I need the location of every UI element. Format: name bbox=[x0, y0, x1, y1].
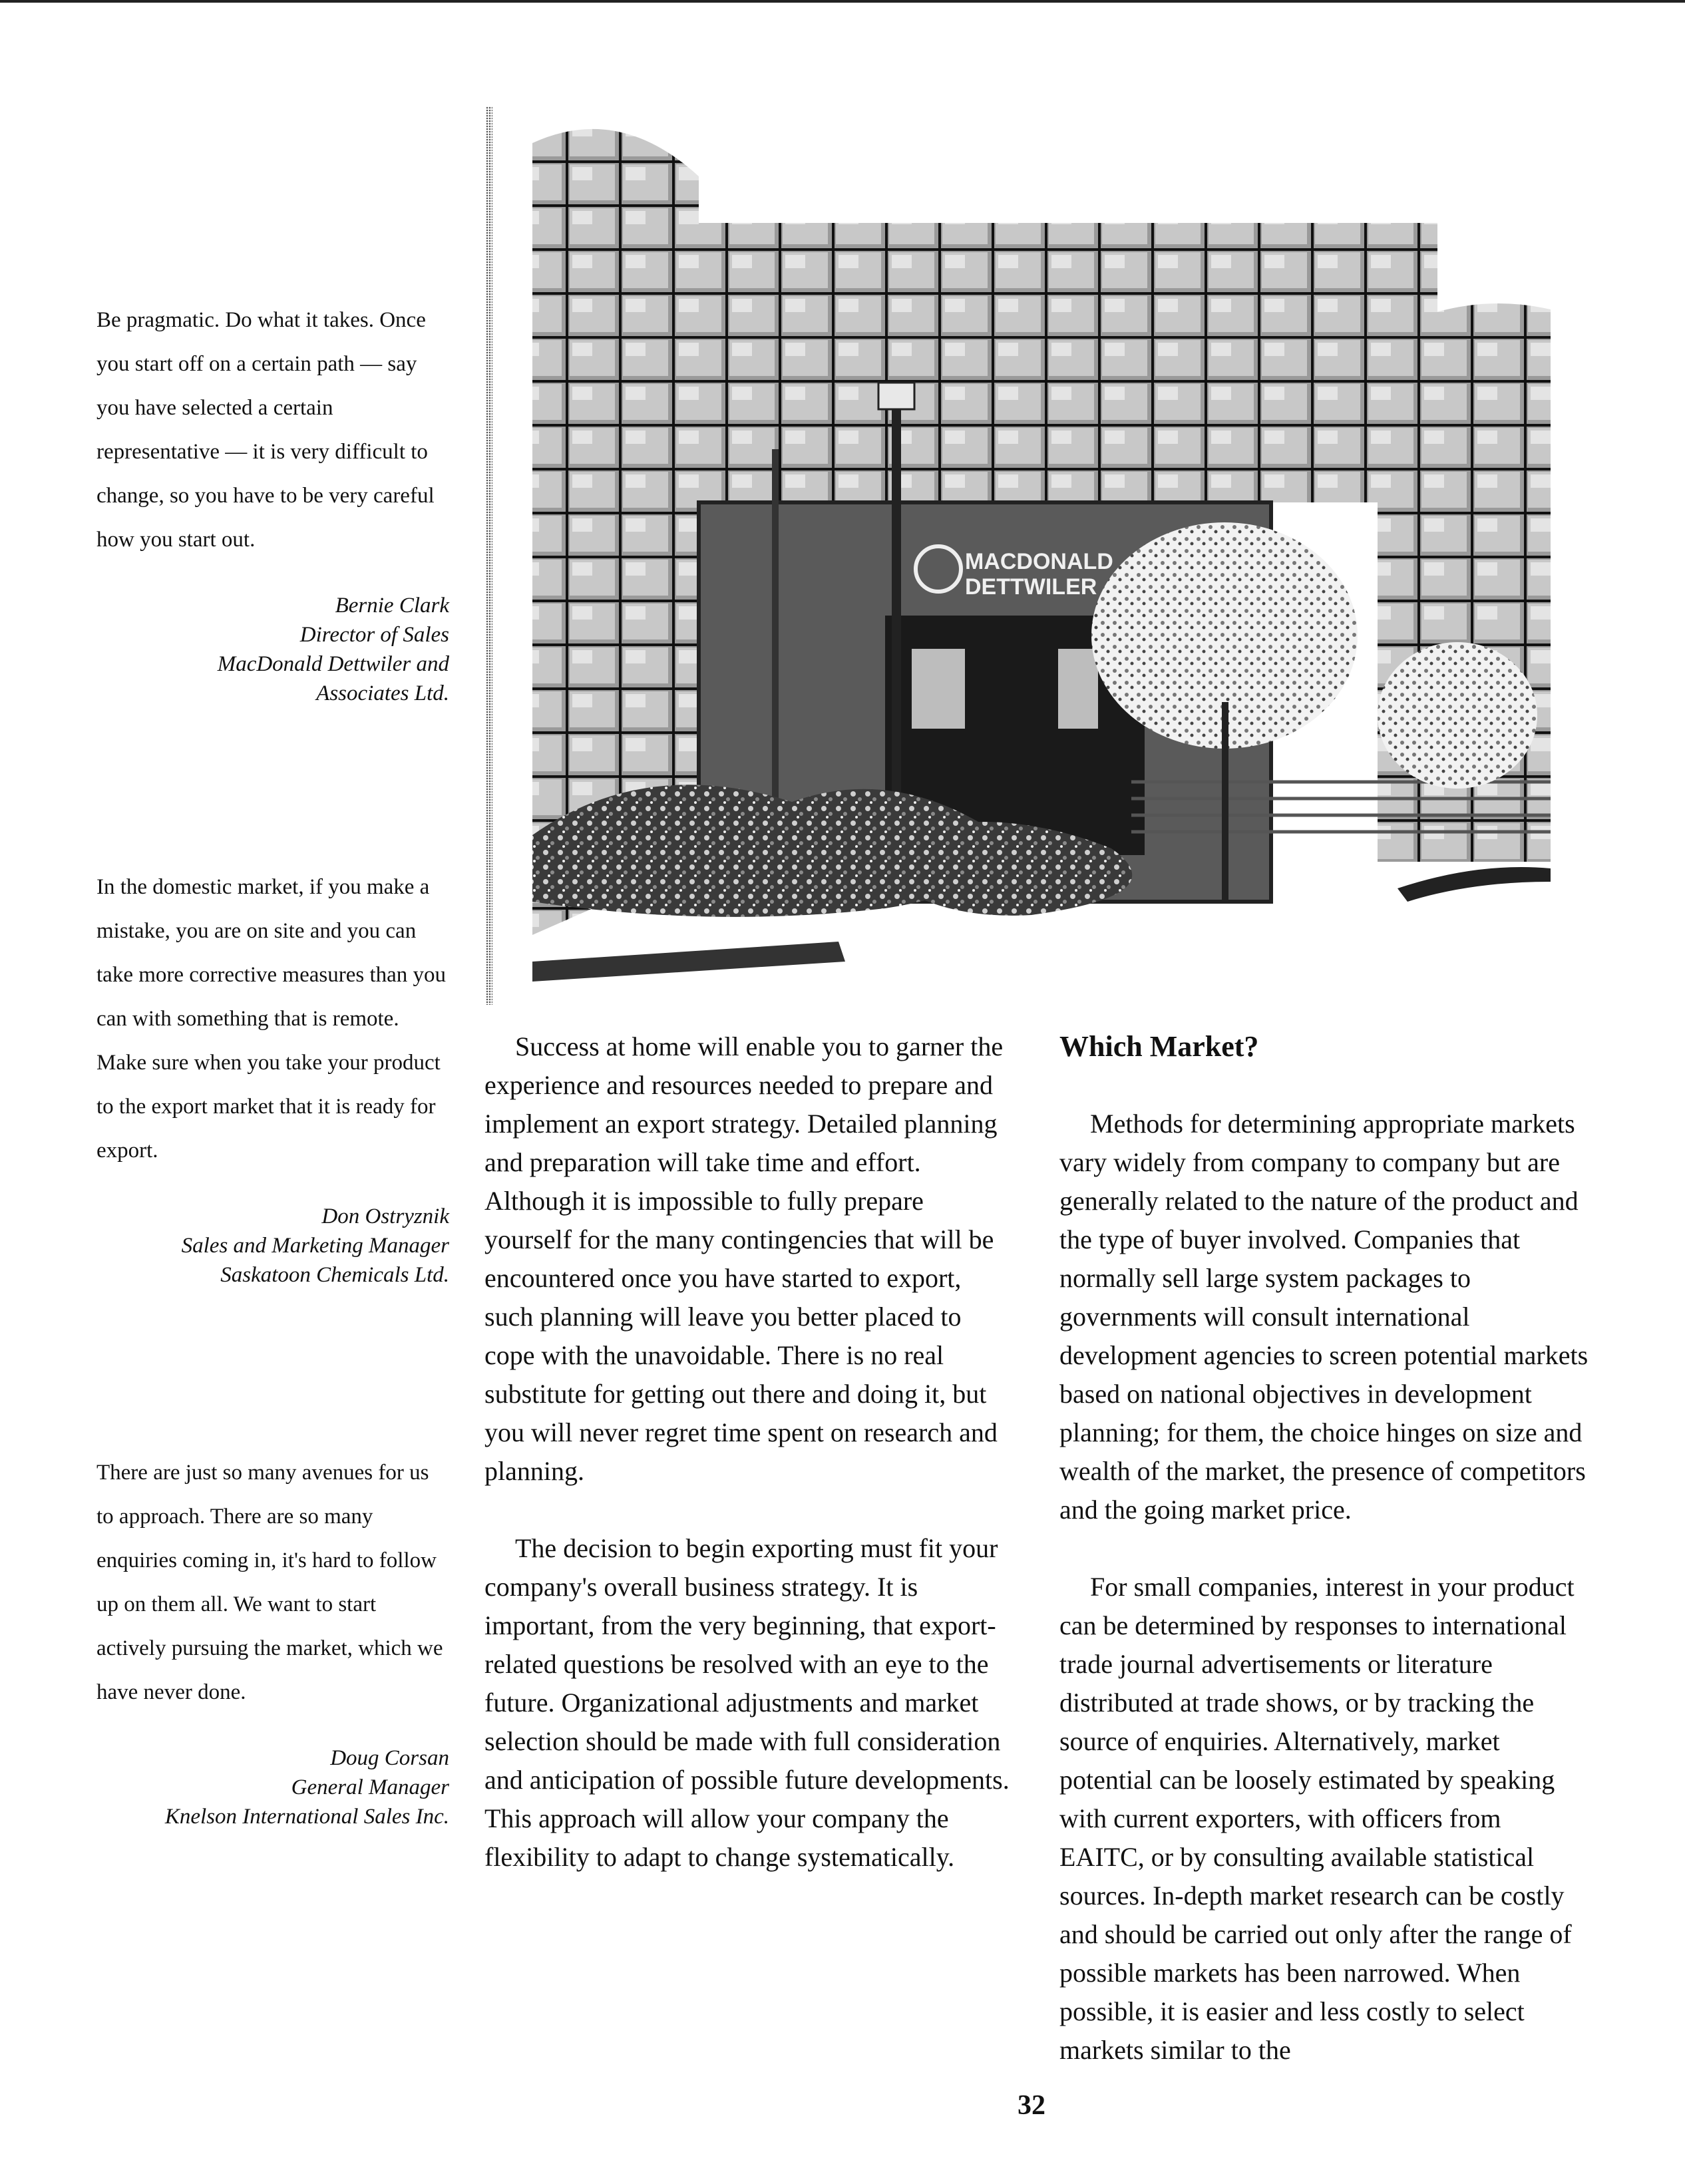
quote-author: Doug Corsan bbox=[330, 1746, 449, 1770]
quote-author: Don Ostryznik bbox=[321, 1204, 449, 1228]
quote-author-title: Sales and Marketing Manager bbox=[181, 1234, 449, 1258]
section-heading: Which Market? bbox=[1059, 1030, 1259, 1063]
quote-company-line2: Associates Ltd. bbox=[316, 681, 449, 705]
quote-attribution bbox=[96, 1202, 449, 1290]
quote-text: Be pragmatic. Do what it takes. Once you start off on a certain path — say you have selected a certain representative — it is very difficult to change, so you have to be very careful how you start out. bbox=[96, 308, 435, 552]
body-paragraph: Methods for determining appropriate markets vary widely from company to company but are generally related to the nature of the product and the type of buyer involved. Companies that normally sell large system packages to governments will consult international development agencies to screen potential markets based on national objectives in development planning; for them, the choice hinges on size and wealth of the market, the presence of competitors and the going market price. bbox=[1059, 1109, 1589, 1525]
page-number: 32 bbox=[1018, 2090, 1045, 2121]
body-column-right bbox=[1059, 1027, 1592, 2108]
body-paragraph: Success at home will enable you to garner the experience and resources needed to prepare and implement an export strategy. Detailed planning and preparation will take time and effort. Although it is impossible to fully prepare yourself for the many contingencies that will be encountered once you have started to export, such planning will leave you better placed to cope with the unavoidable. There is no real substitute for getting out there and doing it, but you will never regret time spent on research and planning. bbox=[484, 1031, 1004, 1486]
body-paragraph: The decision to begin exporting must fit your company's overall business strategy. It is important, from the very beginning, that export-related questions be resolved with an eye to the future. Organizational adjustments and market selection should be made with full consideration and anticipation of possible future developments. This approach will allow your company the flexibility to adapt to change systematically. bbox=[484, 1533, 1010, 1872]
quote-company: Saskatoon Chemicals Ltd. bbox=[220, 1263, 449, 1287]
dotted-rule bbox=[486, 106, 492, 1005]
quote-attribution bbox=[96, 591, 449, 708]
body-paragraph: For small companies, interest in your product can be determined by responses to international trade journal advertisements or literature distributed at trade shows, or by tracking the source of enquiries. Alternatively, market potential can be loosely estimated by speaking with current exporters, with officers from EAITC, or by consulting available statistical sources. In-depth market research can be costly and should be carried out only after the range of possible markets has been narrowed. When possible, it is easier and less costly to select markets similar to the bbox=[1059, 1572, 1575, 2065]
photo-block bbox=[486, 106, 1567, 1005]
quote-company: Knelson International Sales Inc. bbox=[164, 1805, 449, 1829]
building-photo bbox=[512, 116, 1557, 995]
quote-author-title: Director of Sales bbox=[299, 623, 449, 647]
sidebar-quote-1 bbox=[96, 298, 449, 708]
quote-author-title: General Manager bbox=[291, 1775, 449, 1799]
sidebar-quote-2 bbox=[96, 865, 449, 1290]
quote-text: There are just so many avenues for us to approach. There are so many enquiries coming in, it's hard to follow up on them all. We want to start actively pursuing the market, which we have never done. bbox=[96, 1461, 443, 1704]
body-column-middle bbox=[484, 1027, 1010, 1915]
top-rule bbox=[0, 0, 1685, 3]
quote-author: Bernie Clark bbox=[335, 594, 449, 618]
sign-text-line1: MACDONALD bbox=[965, 549, 1113, 574]
sign-text-line2: DETTWILER bbox=[965, 574, 1097, 600]
quote-company: MacDonald Dettwiler and bbox=[217, 652, 449, 676]
sidebar-quote-3 bbox=[96, 1451, 449, 1831]
quote-text: In the domestic market, if you make a mistake, you are on site and you can take more corrective measures than you can with something that is remote. Make sure when you take your product to the export market that it is ready for export. bbox=[96, 875, 447, 1163]
quote-attribution bbox=[96, 1743, 449, 1831]
